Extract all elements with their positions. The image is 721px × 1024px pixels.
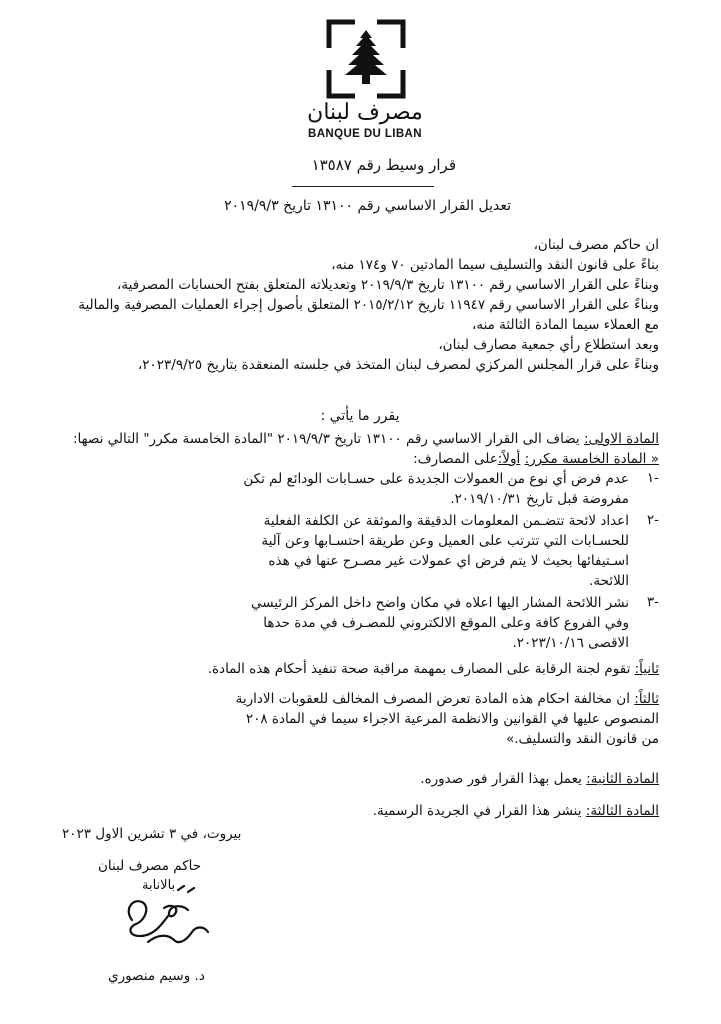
article-1-second: [60, 660, 659, 679]
item-number: ٢-: [646, 512, 659, 528]
second-text: تقوم لجنة الرقابة على المصارف بمهمة مراقبة صحة تنفيذ أحكام هذه المادة.: [207, 661, 631, 677]
logo-name-arabic: مصرف لبنان: [307, 100, 423, 125]
cedar-tree-icon: [345, 30, 387, 84]
second-label: ثانياً:: [634, 661, 659, 677]
decides-heading: يقرر ما يأتي :: [320, 408, 400, 424]
item-line: مفروضة قبل تاريخ ٢٠١٩/١٠/٣١.: [450, 491, 629, 507]
preamble-line: وبناءً على القرار الاساسي رقم ١١٩٤٧ تاريخ ٢٠١٥/٢/١٢ المتعلق بأصول إجراء العمليات المصرفية والمالية: [78, 297, 659, 313]
item-line: عدم فرض أي نوع من العمولات الجديدة على حسـابات الودائع لم تكن: [243, 471, 629, 487]
article-1-label: المادة الاولى:: [583, 431, 659, 447]
article-5bis-first-text: على المصارف:: [413, 451, 498, 467]
article-2-text: يعمل بهذا القرار فور صدوره.: [420, 771, 582, 787]
signatory-acting: بالانابة: [142, 878, 176, 893]
preamble-line: بناءً على قانون النقد والتسليف سيما المادتين ٧٠ و١٧٤ منه،: [331, 257, 659, 273]
item-line: اسـتيفائها بحيث لا يتم فرض اي عمولات غير مصـرح عنها في هذه: [268, 553, 629, 569]
article-2: [60, 770, 659, 789]
article-3-text: ينشر هذا القرار في الجريدة الرسمية.: [372, 803, 582, 819]
signatory-name: د. وسيم منصوري: [108, 968, 205, 984]
signatory-title: حاكم مصرف لبنان: [98, 858, 202, 874]
item-line: نشر اللائحة المشار اليها اعلاه في مكان واضح داخل المركز الرئيسي: [251, 595, 629, 611]
title-divider: [292, 186, 434, 187]
handwritten-signature-icon: [118, 880, 214, 952]
preamble-line: وبعد استطلاع رأي جمعية مصارف لبنان،: [438, 337, 659, 353]
item-number: ٣-: [646, 594, 659, 610]
article-1-text: يضاف الى القرار الاساسي رقم ١٣١٠٠ تاريخ ٢٠١٩/٩/٣ "المادة الخامسة مكرر" التالي نصها:: [73, 431, 580, 447]
article-5bis-heading: [60, 450, 659, 469]
preamble-line: وبناءً على قرار المجلس المركزي لمصرف لبنان المتخذ في جلسته المنعقدة بتاريخ ٢٠٢٣/٩/٢٥،: [137, 357, 659, 373]
article-5bis-label: « المادة الخامسة مكرر:: [524, 451, 659, 467]
decision-number: قرار وسيط رقم ١٣٥٨٧: [311, 156, 456, 174]
article-5bis-first-label: أولاً:: [497, 451, 521, 467]
decision-subject: تعديل القرار الاساسي رقم ١٣١٠٠ تاريخ ٢٠١٩/٩/٣: [224, 198, 511, 214]
place-date: بيروت، في ٣ تشرين الاول ٢٠٢٣: [62, 826, 242, 842]
preamble-line: وبناءً على القرار الاساسي رقم ١٣١٠٠ تاريخ ٢٠١٩/٩/٣ وتعديلاته المتعلق بفتح الحسابات المصرفية،: [117, 277, 659, 293]
item-line: وفي الفروع كافة وعلى الموقع الالكتروني للمصـرف في مدة حدها: [263, 615, 629, 631]
preamble-line: مع العملاء سيما المادة الثالثة منه،: [471, 317, 659, 333]
item-number: ١-: [646, 470, 659, 486]
item-line: اللائحة.: [589, 573, 629, 589]
article-3-label: المادة الثالثة:: [585, 803, 659, 819]
article-3: [60, 802, 659, 821]
item-line: اعداد لائحة تتضـمن المعلومات الدقيقة والموثقة عن الكلفة الفعلية: [263, 513, 629, 529]
bdl-cedar-logo: [325, 18, 407, 100]
article-1-third: [60, 690, 659, 709]
article-1-line: [60, 430, 659, 449]
article-2-label: المادة الثانية:: [586, 771, 659, 787]
logo-name-french: BANQUE DU LIBAN: [308, 128, 422, 140]
third-line: ان مخالفة احكام هذه المادة تعرض المصرف المخالف للعقوبات الادارية: [235, 691, 630, 707]
third-label: ثالثاً:: [634, 691, 659, 707]
item-line: للحسـابات التي تترتب على العميل وعن طريقة احتسـابها وعن آلية: [261, 533, 629, 549]
preamble-line: ان حاكم مصرف لبنان،: [533, 237, 659, 253]
third-line: المنصوص عليها في القوانين والانظمة المرعية الاجراء سيما في المادة ٢٠٨: [245, 711, 659, 727]
third-line: من قانون النقد والتسليف.»: [505, 731, 659, 747]
item-line: الاقصى ٢٠٢٣/١٠/١٦.: [512, 635, 629, 651]
